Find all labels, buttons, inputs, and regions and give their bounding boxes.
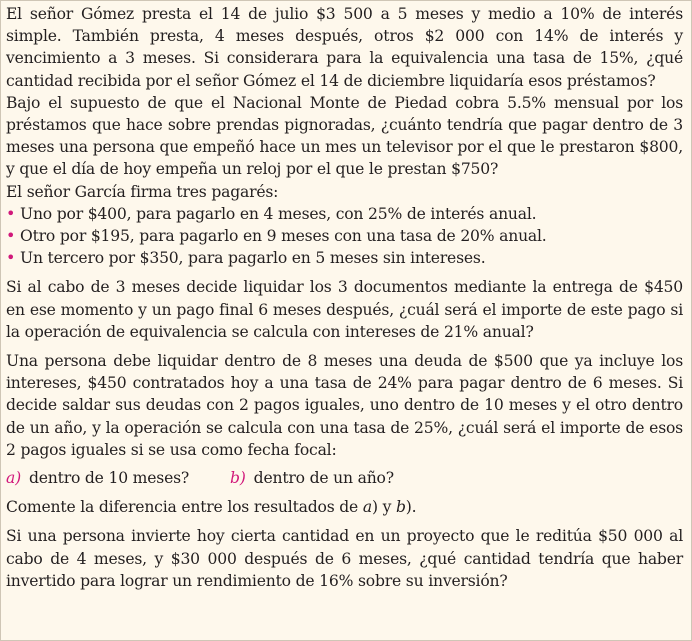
list-item-text: Uno por $400, para pagarlo en 4 meses, con 25% de interés anual. [20, 204, 537, 223]
promissory-notes-list [6, 203, 683, 270]
list-item [6, 203, 683, 225]
problem-monte-de-piedad: Bajo el supuesto de que el Nacional Monte de Piedad cobra 5.5% mensual por los préstamos que hace sobre prendas pignoradas, ¿cuánto tendría que pagar dentro de 3 meses una persona que empeñó hace un mes un televisor por el que le prestaron $800, y que el día de hoy empeña un reloj por el que le prestan $750? [6, 93, 683, 179]
compare-ref-b: b [395, 498, 406, 517]
bullet-icon: • [6, 203, 16, 223]
compare-results-instruction [6, 496, 683, 518]
list-item-text: Otro por $195, para pagarlo en 9 meses con una tasa de 20% anual. [20, 227, 547, 246]
bullet-icon: • [6, 248, 16, 268]
option-letter: a) [6, 469, 21, 488]
option-text: dentro de 10 meses? [28, 469, 190, 488]
compare-suffix: ). [405, 498, 417, 517]
compare-ref-a: a [362, 498, 372, 517]
compare-middle: ) y [371, 498, 396, 517]
option-b [230, 467, 394, 489]
bullet-icon: • [6, 226, 16, 246]
problem-garcia-intro: El señor García firma tres pagarés: [6, 182, 279, 201]
option-a [6, 467, 230, 489]
problem-investment-return: Si una persona invierte hoy cierta cantidad en un proyecto que le reditúa $50 000 al cabo de 4 meses, y $30 000 después de 6 meses, ¿qué cantidad tendría que haber invertido para lograr un rendimiento de 16% sobre su inversión? [6, 527, 683, 590]
option-text: dentro de un año? [253, 469, 394, 488]
focal-date-options [6, 467, 683, 489]
list-item [6, 247, 683, 269]
list-item-text: Un tercero por $350, para pagarlo en 5 meses sin intereses. [20, 249, 486, 268]
problem-gomez-loans: El señor Gómez presta el 14 de julio $3 500 a 5 meses y medio a 10% de interés simple. También presta, 4 meses después, otros $2 000 con 14% de interés y vencimiento a 3 meses. Si considerara para la equivalencia una tasa de 15%, ¿qué cantidad recibida por el señor Gómez el 14 de diciembre liquidaría esos préstamos? [6, 5, 683, 90]
problem-debt-equal-payments: Una persona debe liquidar dentro de 8 meses una deuda de $500 que ya incluye los intereses, $450 contratados hoy a una tasa de 24% para pagar dentro de 6 meses. Si decide saldar sus deudas con 2 pagos iguales, uno dentro de 10 meses y el otro dentro de un año, y la operación se calcula con una tasa de 25%, ¿cuál será el importe de esos 2 pagos iguales si se usa como fecha focal: [6, 352, 683, 459]
list-item [6, 225, 683, 247]
option-letter: b) [230, 469, 246, 488]
compare-prefix: Comente la diferencia entre los resultados de [6, 498, 363, 517]
problem-garcia-question: Si al cabo de 3 meses decide liquidar los 3 documentos mediante la entrega de $450 en ese momento y un pago final 6 meses después, ¿cuál será el importe de este pago si la operación de equivalencia se calcula con intereses de 21% anual? [6, 278, 683, 341]
